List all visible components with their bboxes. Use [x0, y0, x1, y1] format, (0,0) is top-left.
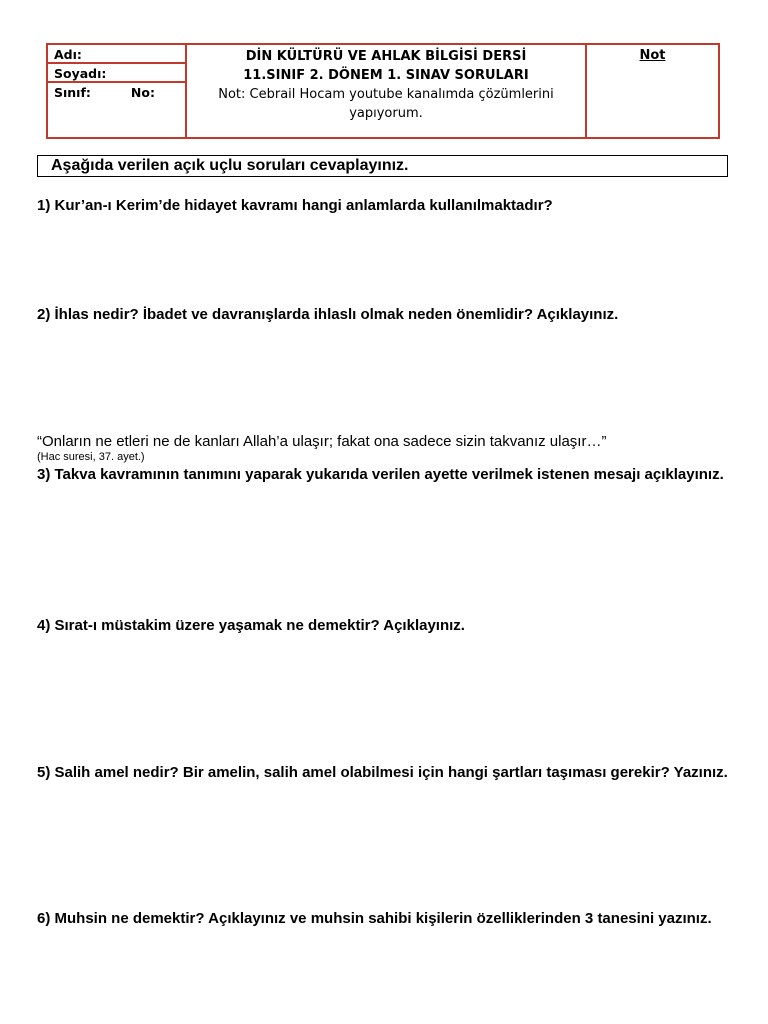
class-label: Sınıf: — [54, 85, 91, 100]
name-field — [48, 45, 185, 64]
exam-title-line1: DİN KÜLTÜRÜ VE AHLAK BİLGİSİ DERSİ — [245, 49, 527, 64]
surname-field — [48, 64, 185, 83]
number-label: No: — [130, 85, 155, 100]
exam-title-line2: 11.SINIF 2. DÖNEM 1. SINAV SORULARI — [243, 68, 529, 83]
question-2: 2) İhlas nedir? İbadet ve davranışlarda ihlaslı olmak neden önemlidir? Açıklayınız. — [37, 306, 619, 323]
instruction-box: Aşağıda verilen açık uçlu soruları cevaplayınız. — [37, 155, 728, 177]
name-label: Adı: — [54, 47, 82, 62]
verse-reference: (Hac suresi, 37. ayet.) — [37, 451, 145, 463]
exam-note: Not: Cebrail Hocam youtube kanalımda çözümlerini yapıyorum. — [218, 87, 554, 121]
surname-label: Soyadı: — [54, 66, 107, 81]
verse-quote: “Onların ne etleri ne de kanları Allah’a ulaşır; fakat ona sadece sizin takvanız ulaşır…” — [37, 433, 607, 450]
question-3: 3) Takva kavramının tanımını yaparak yukarıda verilen ayette verilmek istenen mesajı açıklayınız. — [37, 466, 724, 483]
header-table — [46, 43, 720, 139]
question-5: 5) Salih amel nedir? Bir amelin, salih amel olabilmesi için hangi şartları taşıması gerekir? Yazınız. — [37, 764, 728, 781]
question-6: 6) Muhsin ne demektir? Açıklayınız ve muhsin sahibi kişilerin özelliklerinden 3 tanesini yazınız. — [37, 910, 712, 927]
grade-label: Not — [639, 48, 666, 63]
class-number-field — [48, 83, 185, 137]
grade-column — [587, 45, 718, 137]
exam-title-column — [187, 45, 587, 137]
question-4: 4) Sırat-ı müstakim üzere yaşamak ne demektir? Açıklayınız. — [37, 617, 465, 634]
question-1: 1) Kur’an-ı Kerim’de hidayet kavramı hangi anlamlarda kullanılmaktadır? — [37, 197, 553, 214]
student-info-column — [48, 45, 187, 137]
